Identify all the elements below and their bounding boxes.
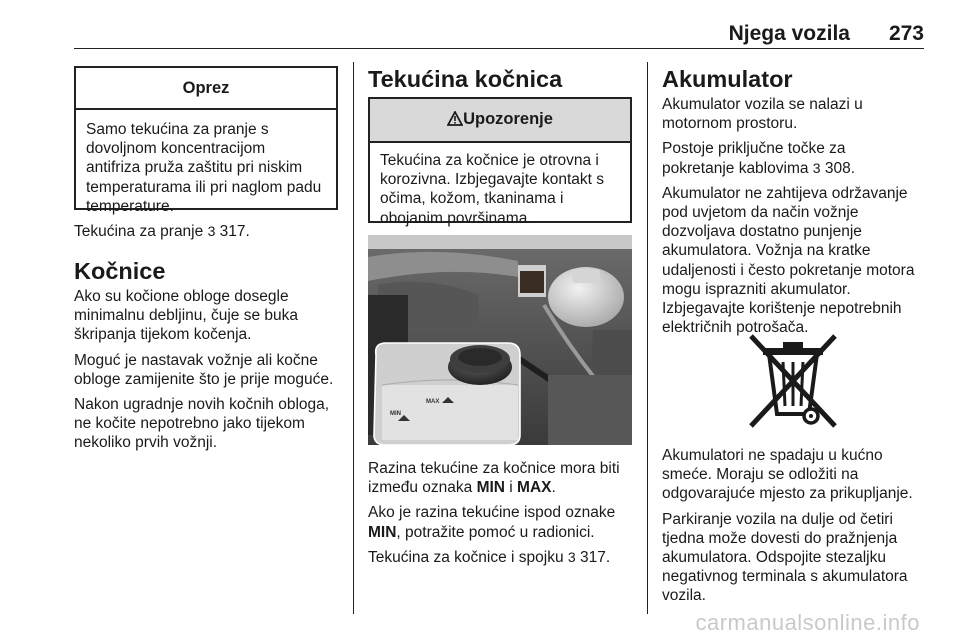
washer-fluid-reference (74, 222, 346, 241)
text-line: Ako je razina tekućine ispod oznake (368, 504, 616, 522)
page-header-title: Njega vozila (728, 22, 850, 45)
text-line: odgovarajuće mjesto za prikupljanje. (662, 485, 913, 503)
brake-fluid-reservoir-photo (368, 235, 632, 445)
brakes-paragraph-1 (74, 287, 350, 345)
text-line: između oznaka (368, 479, 477, 497)
text-line: Postoje priključne točke za (662, 140, 846, 158)
text-line: Razina tekućine za kočnice mora biti (368, 460, 620, 477)
text-fragment: , potražite pomoć u radionici. (396, 523, 595, 541)
warning-line: Tekućina za kočnice je otrovna i (380, 152, 599, 169)
column-divider-right (647, 62, 648, 614)
text-line: mogu isprazniti akumulator. (662, 280, 851, 298)
low-level-paragraph (368, 503, 640, 541)
battery-paragraph-2 (662, 139, 947, 177)
text-line: ne kočite nepotrebno jako tijekom (74, 415, 305, 433)
text-line: Akumulator vozila se nalazi u (662, 96, 863, 113)
brakes-paragraph-3 (74, 395, 350, 453)
brake-fluid-ref-page[interactable]: 317. (580, 548, 611, 566)
battery-paragraph-5 (662, 510, 947, 606)
max-label: MAX (517, 479, 552, 497)
page-ref-arrow-icon: 3 (567, 548, 576, 565)
column-divider-left (353, 62, 354, 614)
warning-box-body (370, 143, 630, 228)
text-line: Parkiranje vozila na dulje od četiri (662, 510, 893, 528)
battery-paragraph-4 (662, 446, 947, 504)
page-number: 273 (888, 22, 924, 45)
min-label: MIN (476, 479, 505, 497)
text-line: Moguć je nastavak vožnje ali kočne (74, 351, 318, 369)
page-ref-arrow-icon: 3 (812, 159, 821, 176)
brakes-section (74, 258, 350, 453)
caution-box (74, 66, 338, 215)
text-fragment: Tekućina za kočnice i spojku (368, 548, 564, 566)
brakes-paragraph-2 (74, 351, 350, 389)
brake-level-paragraph (368, 459, 640, 497)
battery-section-top (662, 66, 947, 337)
text-line: smeće. Moraju se odložiti na (662, 466, 859, 484)
brake-fluid-heading: Tekućina kočnica (368, 66, 563, 92)
battery-section-bottom (662, 446, 947, 606)
caution-line: temperaturama ili pri naglom padu (86, 178, 322, 196)
caution-line: dovoljnom koncentracijom (86, 140, 266, 158)
text-line: pod uvjetom da način vožnje (662, 204, 859, 222)
caution-line: temperature. (86, 197, 174, 215)
text-fragment: . (551, 479, 556, 497)
text-line: Izbjegavajte korištenje nepotrebnih (662, 300, 902, 318)
page-ref-arrow-icon: 3 (207, 223, 216, 239)
battery-heading: Akumulator (662, 66, 793, 92)
battery-paragraph-3 (662, 184, 947, 338)
watermark: carmanualsonline.info (695, 610, 920, 635)
text-line: Akumulator ne zahtijeva održavanje (662, 184, 908, 202)
warning-line: korozivna. Izbjegavajte kontakt s (380, 171, 605, 189)
text-line: negativnog terminala s akumulatora (662, 568, 908, 586)
warning-triangle-icon (447, 101, 463, 141)
washer-ref-page[interactable]: 317. (219, 223, 250, 240)
brakes-heading: Kočnice (74, 258, 166, 284)
crossed-out-bin-icon (743, 330, 843, 430)
text-line: škripanja tijekom kočenja. (74, 326, 252, 344)
text-line: vozila. (662, 587, 706, 605)
text-line: motornom prostoru. (662, 115, 798, 133)
washer-ref-text: Tekućina za pranje (74, 223, 204, 240)
text-line: Nakon ugradnje novih kočnih obloga, (74, 396, 330, 414)
warning-heading-text: Upozorenje (463, 110, 553, 128)
text-line: akumulatora. Odspojite stezaljku (662, 549, 887, 567)
header-rule (74, 48, 924, 49)
text-fragment: pokretanje kablovima (662, 159, 809, 177)
max-marking: MAX (426, 399, 440, 405)
text-line: električnih potrošača. (662, 319, 809, 337)
text-line: udaljenosti i često pokretanje motora (662, 261, 915, 279)
caution-box-heading: Oprez (76, 68, 336, 110)
text-line: dozvoljava dostatno punjenje (662, 223, 862, 241)
caution-line: antifriza pruža zaštitu pri niskim (86, 159, 303, 177)
text-line: akumulatora. Vožnja na kratke (662, 242, 871, 260)
brake-clutch-fluid-reference (368, 548, 640, 567)
warning-line: očima, kožom, tkaninama i (380, 190, 564, 208)
caution-line: Samo tekućina za pranje s (86, 121, 269, 138)
battery-paragraph-1 (662, 95, 947, 133)
caution-box-body (76, 110, 336, 216)
min-label: MIN (368, 523, 397, 541)
text-line: minimalnu debljinu, čuje se buka (74, 307, 299, 325)
jump-start-ref-page[interactable]: 308. (824, 159, 856, 177)
text-line: tjedna može dovesti do pražnjenja (662, 529, 898, 547)
warning-line: obojanim površinama. (380, 209, 532, 227)
text-line: obloge zamijenite što je prije moguće. (74, 370, 334, 388)
text-line: Ako su kočione obloge dosegle (74, 288, 289, 305)
warning-box-heading (370, 99, 630, 143)
min-marking: MIN (390, 411, 401, 417)
brake-fluid-text (368, 459, 640, 567)
text-line: Akumulatori ne spadaju u kućno (662, 447, 883, 464)
warning-box (368, 97, 632, 227)
text-line: nekoliko prvih vožnji. (74, 434, 218, 452)
text-fragment: i (504, 479, 518, 497)
